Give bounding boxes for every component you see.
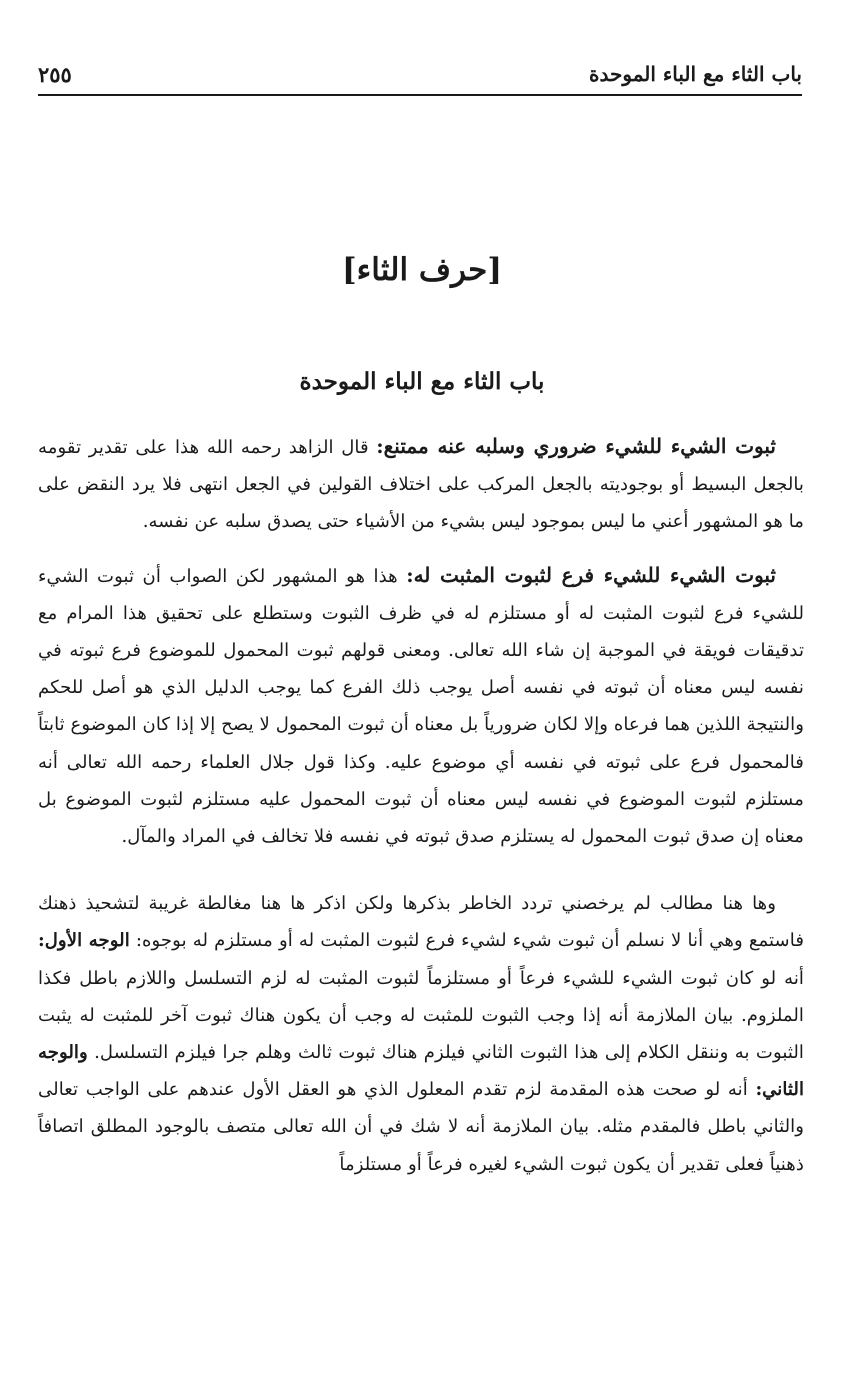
entry-headword: ثبوت الشيء للشيء ضروري وسلبه عنه ممتنع:: [376, 434, 776, 458]
second-aspect-label: والوجه الثاني:: [38, 1042, 804, 1101]
chapter-heading: باب الثاء مع الباء الموحدة: [299, 368, 545, 395]
entry-paragraph: [38, 557, 804, 856]
closing-text-3: أنه لو صحت هذه المقدمة لزم تقدم المعلول الذي هو العقل الأول عندهم على الواجب تعالى والثاني باطل فالمقدم مثله. بيان الملازمة أنه لا شك في أن الله تعالى متصف بالوجود المطلق اتصافاً ذهنياً فعلى تقدير أن يكون ثبوت الشيء لغيره فرعاً أو مستلزماً: [38, 1079, 804, 1175]
closing-text-2: أنه لو كان ثبوت الشيء للشيء فرعاً أو مستلزماً لثبوت المثبت له لزم التسلسل واللازم باطل فكذا الملزوم. بيان الملازمة أنه إذا وجب الثبوت للمثبت له وجب أن يكون هناك ثبوت آخر للمثبت له يثبت الثبوت به وننقل الكلام إلى هذا الثبوت الثاني فيلزم هناك ثبوت ثالث وهلم جرا فيلزم التسلسل.: [38, 967, 804, 1064]
entry-text: هذا هو المشهور لكن الصواب أن ثبوت الشيء للشيء فرع لثبوت المثبت له أو مستلزم له في ظرف الثبوت وستطلع على تحقيق هذا المرام مع تدقيقات فويقة في الموجبة إن شاء الله تعالى. ومعنى قولهم ثبوت المحمول للموضوع فرع ثبوته في نفسه ليس معناه أن ثبوته في نفسه أصل يوجب ذلك الفرع كما يوجب الدليل الذي هو أصل للحكم والنتيجة اللذين هما فرعاه وإلا لكان ضرورياً بل معناه أن ثبوت المحمول لا يصح إلا إذا كان الموضوع ثابتاً فالمحمول فرع على ثبوته في نفسه أي موضوع عليه. وكذا قول جلال العلماء رحمه الله تعالى أنه مستلزم لثبوت الموضوع في نفسه ليس معناه أن ثبوت المحمول عليه مستلزم لثبوت الموضوع بل معناه إن صدق ثبوت المحمول له يستلزم صدق ثبوته في نفسه فلا تخالف في المراد والمآل.: [38, 565, 804, 848]
letter-heading: [حرف الثاء]: [342, 252, 502, 288]
first-aspect-label: الوجه الأول:: [38, 930, 130, 952]
page-number: ٢٥٥: [38, 61, 72, 87]
running-header: [38, 54, 802, 96]
body-text: [38, 428, 804, 1183]
entry-text: قال الزاهد رحمه الله هذا على تقدير تقومه بالجعل البسيط أو بوجوديته بالجعل المركب على اختلاف القولين في الجعل انتهى فلا يرد النقض على ما هو المشهور أعني ما ليس بموجود ليس بشيء من الأشياء حتى يصدق سلبه عن نفسه.: [38, 437, 804, 533]
closing-paragraph: [38, 885, 804, 1183]
running-title: باب الثاء مع الباء الموحدة: [589, 62, 802, 86]
entry-headword: ثبوت الشيء للشيء فرع لثبوت المثبت له:: [406, 562, 777, 587]
entry-paragraph: [38, 428, 804, 541]
closing-text-1: وها هنا مطالب لم يرخصني تردد الخاطر بذكرها ولكن اذكر ها هنا مغالطة غريبة لتشحيذ ذهنك فاستمع وهي أنا لا نسلم أن ثبوت شيء لشيء فرع لثبوت المثبت له أو مستلزم له بوجوه:: [38, 893, 805, 952]
